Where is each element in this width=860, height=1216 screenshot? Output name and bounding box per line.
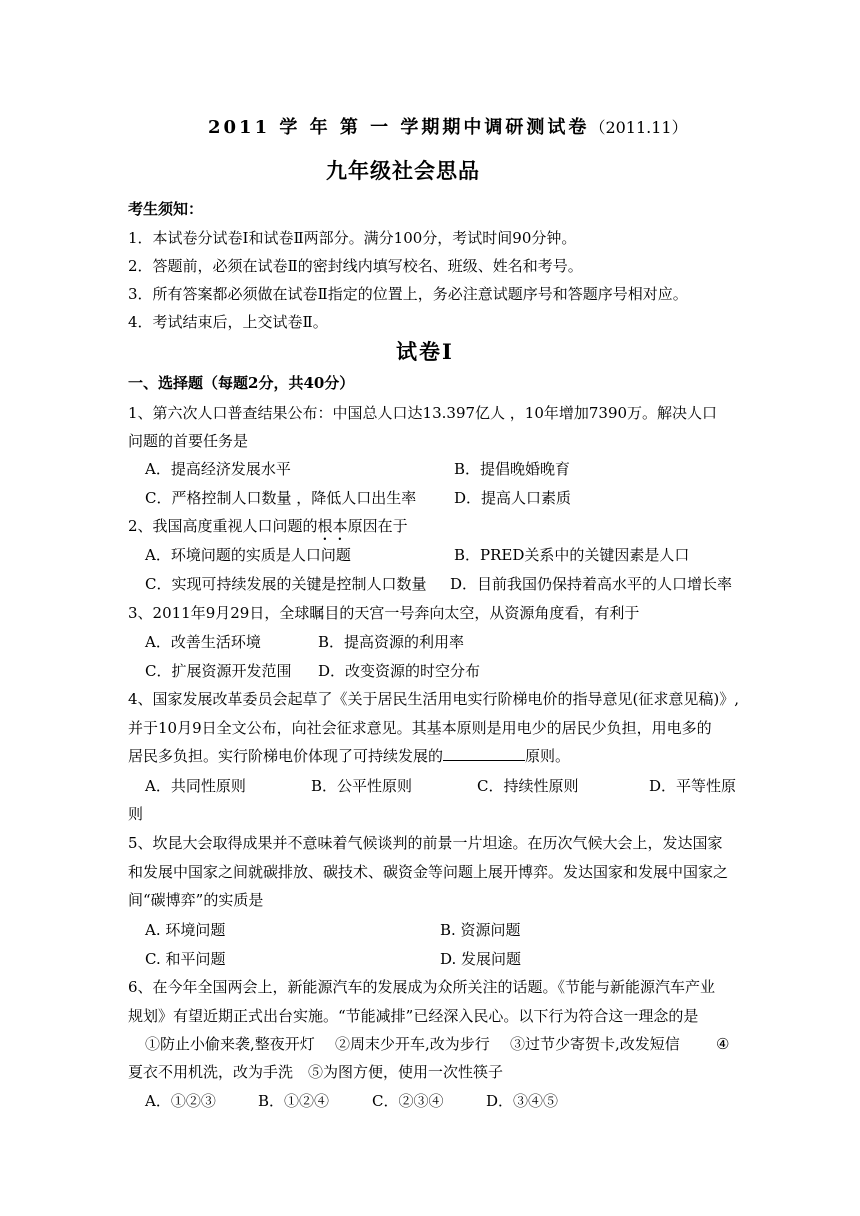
q4-option-d-wrap: 则 [128, 805, 144, 823]
q4-option-b: B．公平性原则 [311, 777, 413, 795]
q6-stem-line-4: 夏衣不用机洗，改为手洗 ⑤为图方便，使用一次性筷子 [128, 1063, 504, 1081]
q6-option-c: C．②③④ [372, 1092, 444, 1110]
q3-option-d: D．改变资源的时空分布 [318, 662, 481, 680]
q5-option-b: B. 资源问题 [440, 921, 521, 939]
q5-stem-line-3: 间“碳博弈”的实质是 [128, 891, 264, 909]
q6-option-a: A．①②③ [145, 1092, 216, 1110]
q4-stem-line-2: 并于10月9日全文公布，向社会征求意见。其基本原则是用电少的居民少负担，用电多的 [128, 719, 712, 737]
q1-option-b: B．提倡晚婚晚育 [454, 460, 571, 478]
q6-stem-line-1: 6、在今年全国两会上，新能源汽车的发展成为众所关注的话题。《节能与新能源汽车产业 [128, 978, 716, 996]
q6-choice-4: ④ [716, 1035, 730, 1053]
section-heading: 一、选择题（每题2分，共40分） [128, 374, 355, 392]
q6-option-b: B．①②④ [258, 1092, 330, 1110]
q3-option-b: B．提高资源的利用率 [318, 633, 465, 651]
notice-item-1: 1．本试卷分试卷Ⅰ和试卷Ⅱ两部分。满分100分，考试时间90分钟。 [128, 229, 577, 247]
q4-stem-line-1: 4、国家发展改革委员会起草了《关于居民生活用电实行阶梯电价的指导意见(征求意见稿)》, [128, 690, 740, 708]
q4-option-c: C．持续性原则 [477, 777, 579, 795]
exam-title-main: 2011 学 年 第 一 学期期中调研测试卷 [208, 117, 590, 138]
q2-option-c: C．实现可持续发展的关键是控制人口数量 [145, 575, 427, 593]
q1-stem-line-1: 1、第六次人口普查结果公布：中国总人口达13.397亿人 ，10年增加7390万。解决人口 [128, 404, 718, 422]
q4-option-a: A．共同性原则 [145, 777, 246, 795]
notice-item-2: 2．答题前，必须在试卷Ⅱ的密封线内填写校名、班级、姓名和考号。 [128, 257, 583, 275]
q1-stem-line-2: 问题的首要任务是 [128, 432, 249, 450]
q4-stem-line-3-post: 原则。 [525, 747, 571, 765]
answer-blank [443, 746, 525, 761]
q4-option-d: D．平等性原 [649, 777, 737, 795]
q1-option-d: D．提高人口素质 [454, 489, 572, 507]
q2-stem-emphasis: 根本 [317, 517, 348, 535]
q2-option-b: B．PRED关系中的关键因素是人口 [454, 546, 690, 564]
notice-heading: 考生须知： [128, 200, 204, 218]
q4-stem-line-3 [128, 746, 570, 766]
q5-option-a: A. 环境问题 [145, 921, 226, 939]
notice-item-3: 3．所有答案都必须做在试卷Ⅱ指定的位置上，务必注意试题序号和答题序号相对应。 [128, 285, 688, 303]
q6-choice-1: ①防止小偷来袭,整夜开灯 [145, 1035, 315, 1053]
q1-option-c: C．严格控制人口数量 ，降低人口出生率 [145, 489, 417, 507]
q2-stem-pre: 2、我国高度重视人口问题的 [128, 517, 318, 535]
q6-stem-line-2: 规划》有望近期正式出台实施。“节能减排”已经深入民心。以下行为符合这一理念的是 [128, 1007, 699, 1025]
q6-choice-2: ②周末少开车,改为步行 [335, 1035, 490, 1053]
q5-option-d: D. 发展问题 [440, 950, 522, 968]
q6-option-d: D．③④⑤ [486, 1092, 559, 1110]
q5-stem-line-2: 和发展中国家之间就碳排放、碳技术、碳资金等问题上展开博弈。发达国家和发展中国家之 [128, 863, 729, 881]
q2-option-a: A．环境问题的实质是人口问题 [145, 546, 351, 564]
q2-option-d: D．目前我国仍保持着高水平的人口增长率 [450, 575, 733, 593]
q3-option-a: A．改善生活环境 [145, 633, 261, 651]
notice-item-4: 4．考试结束后，上交试卷Ⅱ。 [128, 313, 328, 331]
q5-stem-line-1: 5、坎昆大会取得成果并不意味着气候谈判的前景一片坦途。在历次气候大会上，发达国家 [128, 834, 723, 852]
q2-stem [128, 516, 408, 544]
q1-option-a: A．提高经济发展水平 [145, 460, 291, 478]
q3-option-c: C．扩展资源开发范围 [145, 662, 292, 680]
exam-title [208, 118, 688, 138]
paper-title: 试卷Ⅰ [396, 339, 454, 364]
exam-title-date: （2011.11） [589, 118, 688, 137]
exam-subtitle: 九年级社会思品 [326, 158, 480, 183]
q3-stem: 3、2011年9月29日，全球瞩目的天宫一号奔向太空，从资源角度看，有利于 [128, 604, 640, 622]
q5-option-c: C. 和平问题 [145, 950, 226, 968]
q6-choice-3: ③过节少寄贺卡,改发短信 [510, 1035, 680, 1053]
q4-stem-line-3-pre: 居民多负担。实行阶梯电价体现了可持续发展的 [128, 747, 444, 765]
q2-stem-post: 原因在于 [347, 517, 408, 535]
